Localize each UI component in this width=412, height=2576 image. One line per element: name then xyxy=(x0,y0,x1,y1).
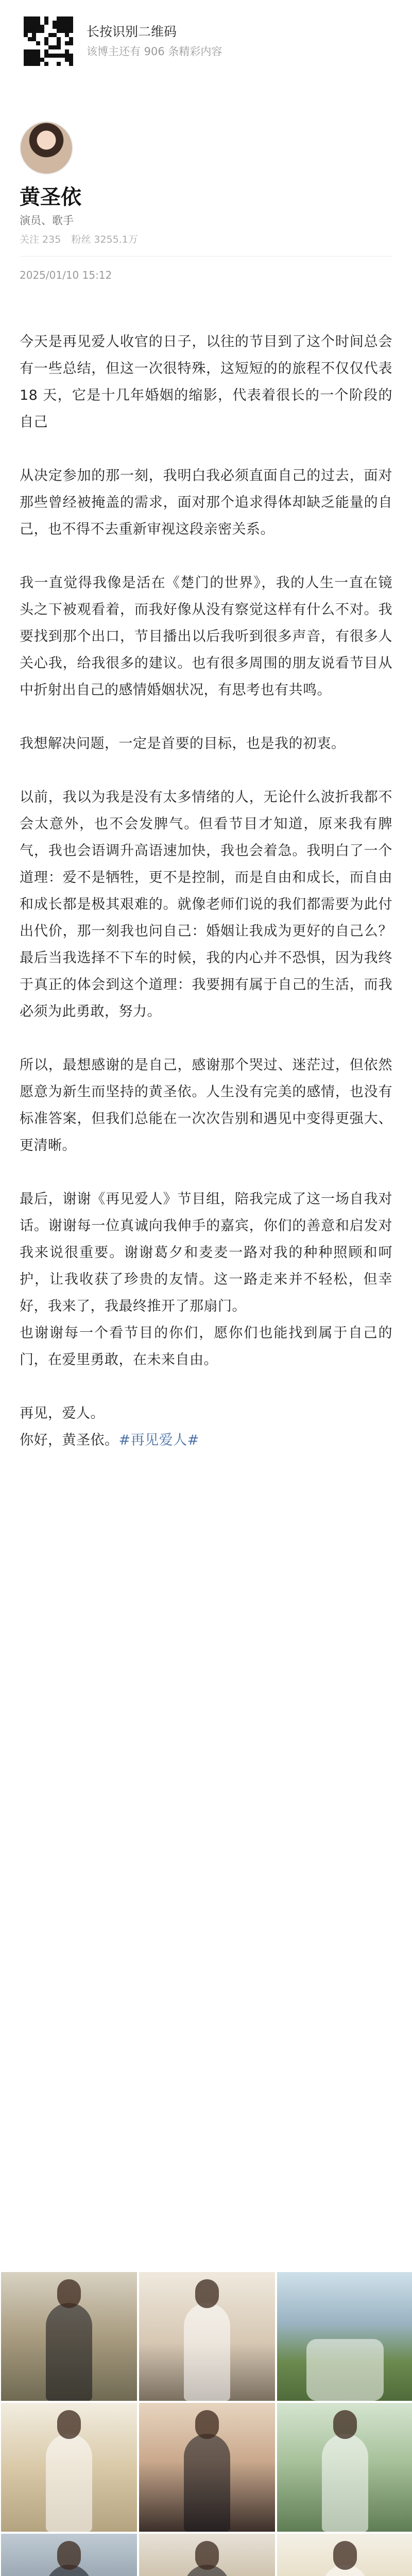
photo-6[interactable] xyxy=(277,2403,412,2532)
profile-role: 演员、歌手 xyxy=(20,214,74,227)
person-figure xyxy=(322,2434,368,2532)
paragraph-gap xyxy=(20,543,392,570)
paragraph-gap xyxy=(20,757,392,784)
person-head xyxy=(57,2541,81,2570)
paragraph: 再见，爱人。 xyxy=(20,1405,105,1421)
top-banner-subtitle: 该博主还有 906 条精彩内容 xyxy=(87,45,222,58)
person-figure xyxy=(46,2303,92,2401)
person-head xyxy=(57,2410,81,2439)
following-count[interactable]: 关注 235 xyxy=(20,234,61,245)
top-banner-title: 长按识别二维码 xyxy=(87,24,177,39)
post-body xyxy=(20,329,392,1454)
person-figure xyxy=(46,2434,92,2532)
paragraph: 我一直觉得我像是活在《楚门的世界》，我的人生一直在镜头之下被观看着，而我好像从没有察觉这样有什么不对。我要找到那个出口，节目播出以后我听到很多声音，有很多人关心我，给我很多的建议。也有很多周围的朋友说看节目从中折射出自己的感情婚姻状况，有思考也有共鸣。 xyxy=(20,575,392,698)
photo-8[interactable] xyxy=(139,2534,275,2576)
photo-2[interactable] xyxy=(139,2272,275,2401)
profile-name[interactable]: 黄圣依 xyxy=(20,185,81,209)
avatar[interactable] xyxy=(20,121,73,175)
photo-3[interactable] xyxy=(277,2272,412,2401)
person-head xyxy=(57,2279,81,2308)
person-head xyxy=(195,2279,219,2308)
divider xyxy=(20,256,392,257)
photo-7[interactable] xyxy=(1,2534,137,2576)
profile-stats xyxy=(20,232,392,247)
person-figure xyxy=(184,2434,230,2532)
person-head xyxy=(333,2541,357,2570)
photo-4[interactable] xyxy=(1,2403,137,2532)
paragraph: 最后，谢谢《再见爱人》节目组，陪我完成了这一场自我对话。谢谢每一位真诚向我伸手的嘉宾，你们的善意和启发对我来说很重要。谢谢葛夕和麦麦一路对我的种种照顾和呵护，让我收获了珍贵的友情。这一路走来并不轻松，但幸好，我来了，我最终推开了那扇门。 xyxy=(20,1191,392,1314)
paragraph: 所以，最想感谢的是自己，感谢那个哭过、迷茫过，但依然愿意为新生而坚持的黄圣依。人生没有完美的感情，也没有标准答案，但我们总能在一次次告别和遇见中变得更强大、更清晰。 xyxy=(20,1057,392,1154)
paragraph-gap xyxy=(20,1025,392,1052)
paragraph-gap xyxy=(20,1159,392,1186)
followers-count[interactable]: 粉丝 3255.1万 xyxy=(71,234,138,245)
profile-section xyxy=(20,121,392,282)
paragraph-gap xyxy=(20,436,392,463)
person-head xyxy=(333,2410,357,2439)
photo-grid xyxy=(0,2272,412,2576)
post-date: 2025/01/10 15:12 xyxy=(20,269,112,281)
paragraph: 从决定参加的那一刻，我明白我必须直面自己的过去，面对那些曾经被掩盖的需求，面对那个追求得体却缺乏能量的自己，也不得不去重新审视这段亲密关系。 xyxy=(20,468,392,537)
paragraph-gap xyxy=(20,1374,392,1400)
closing-text: 你好，黄圣依。 xyxy=(20,1432,119,1448)
top-qr-banner xyxy=(0,0,412,82)
person-figure xyxy=(184,2303,230,2401)
closing-line xyxy=(20,1427,392,1454)
photo-9[interactable] xyxy=(277,2534,412,2576)
person-head xyxy=(195,2541,219,2570)
paragraph: 以前，我以为我是没有太多情绪的人，无论什么波折我都不会太意外，也不会发脾气。但看节目才知道，原来我有脾气，我也会语调升高语速加快，我也会着急。我明白了一个道理：爱不是牺牲，更不是控制，而是自由和成长，而自由和成长都是极其艰难的。就像老师们说的我们都需要为此付出代价，那一刻我也问自己：婚姻让我成为更好的自己么？最后当我选择不下车的时候，我的内心并不恐惧，因为我终于真正的体会到这个道理：我要拥有属于自己的生活，而我必须为此勇敢，努力。 xyxy=(20,789,392,1020)
horse-figure xyxy=(306,2339,384,2401)
paragraph-gap xyxy=(20,704,392,731)
photo-1[interactable] xyxy=(1,2272,137,2401)
hashtag-link[interactable]: #再见爱人# xyxy=(118,1432,199,1448)
top-banner-text xyxy=(87,23,222,60)
qr-code-icon[interactable] xyxy=(24,16,73,66)
paragraph: 今天是再见爱人收官的日子，以往的节目到了这个时间总会有一些总结，但这一次很特殊，这短短的的旅程不仅仅代表 18 天，它是十几年婚姻的缩影，代表着很长的一个阶段的自己 xyxy=(20,334,392,430)
paragraph: 我想解决问题，一定是首要的目标，也是我的初衷。 xyxy=(20,736,346,752)
person-head xyxy=(195,2410,219,2439)
paragraph: 也谢谢每一个看节目的你们，愿你们也能找到属于自己的门，在爱里勇敢，在未来自由。 xyxy=(20,1325,392,1368)
photo-5[interactable] xyxy=(139,2403,275,2532)
